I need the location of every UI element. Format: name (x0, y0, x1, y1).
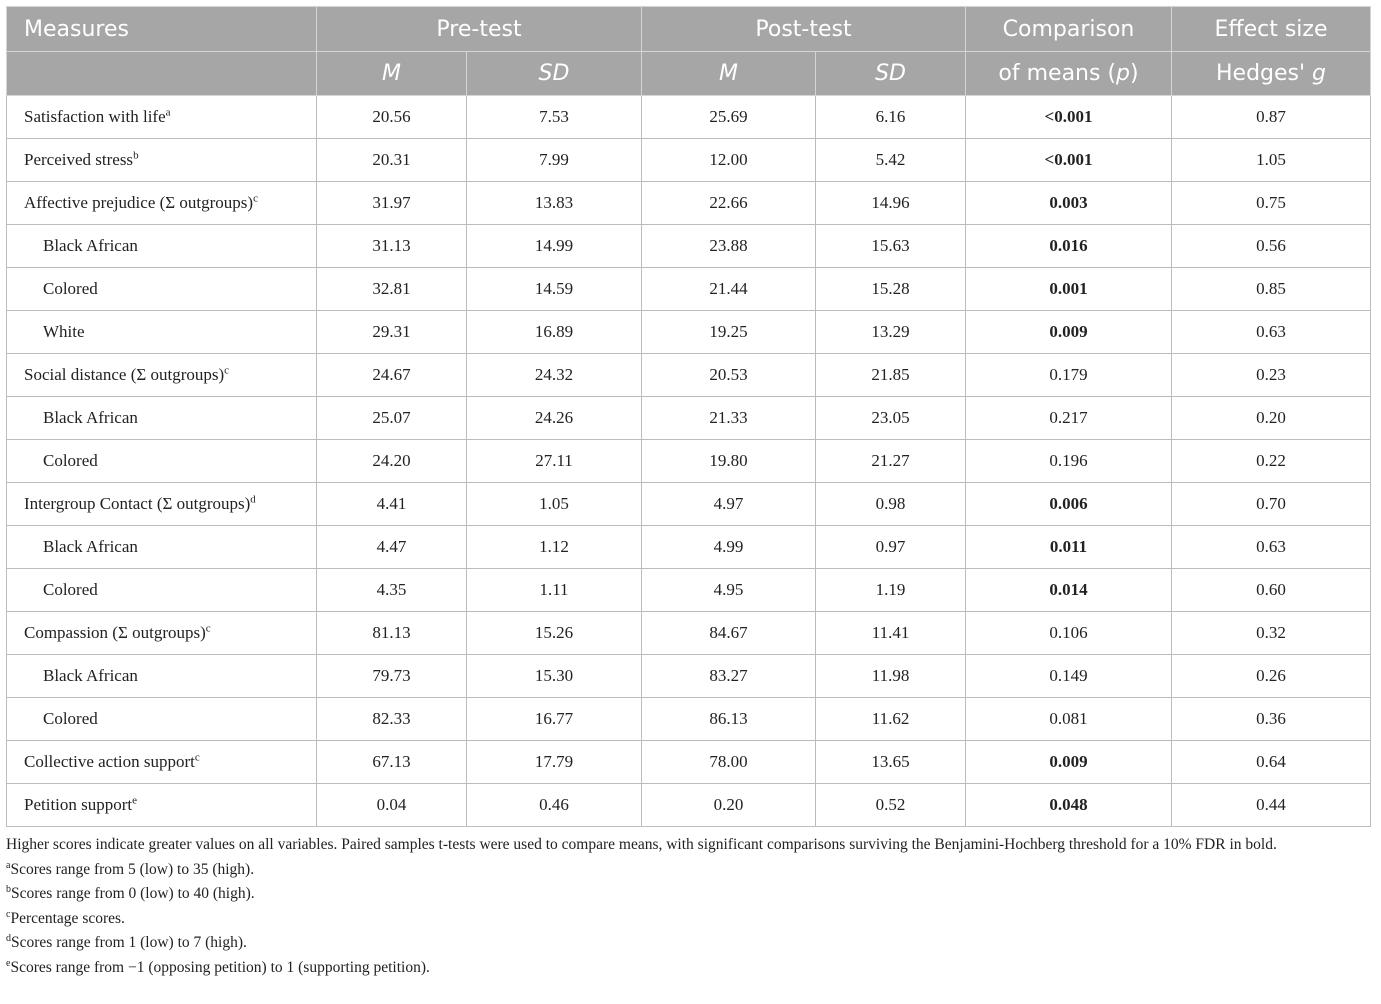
post-sd-cell: 0.52 (816, 784, 966, 827)
pre-sd-cell: 7.53 (467, 96, 642, 139)
header-measures-blank (7, 52, 317, 96)
hedges-g-cell: 0.75 (1172, 182, 1371, 225)
results-table (6, 6, 1371, 827)
p-value-cell: <0.001 (966, 96, 1172, 139)
pre-m-cell: 31.13 (317, 225, 467, 268)
p-value-cell: 0.016 (966, 225, 1172, 268)
post-sd-cell: 23.05 (816, 397, 966, 440)
post-m-cell: 83.27 (642, 655, 816, 698)
pre-sd-cell: 15.30 (467, 655, 642, 698)
pre-m-cell: 29.31 (317, 311, 467, 354)
post-m-cell: 19.25 (642, 311, 816, 354)
pre-sd-cell: 14.99 (467, 225, 642, 268)
header-pre-m: M (317, 52, 467, 96)
table-row (7, 741, 1371, 784)
table-row (7, 526, 1371, 569)
pre-m-cell: 4.47 (317, 526, 467, 569)
table-row (7, 569, 1371, 612)
row-label: Black African (7, 397, 317, 440)
footnote-marker: b (133, 149, 139, 162)
post-sd-cell: 13.65 (816, 741, 966, 784)
pre-m-cell: 20.56 (317, 96, 467, 139)
p-value-cell: <0.001 (966, 139, 1172, 182)
table-row (7, 354, 1371, 397)
pre-sd-cell: 17.79 (467, 741, 642, 784)
table-row (7, 311, 1371, 354)
table-row (7, 612, 1371, 655)
row-label: Black African (7, 225, 317, 268)
post-m-cell: 22.66 (642, 182, 816, 225)
pre-m-cell: 32.81 (317, 268, 467, 311)
table-note-main: Higher scores indicate greater values on all variables. Paired samples t-tests were used to compare means, with significant comparisons surviving the Benjamini-Hochberg threshold for a 10% FDR in bold. (6, 836, 1277, 853)
post-m-cell: 4.95 (642, 569, 816, 612)
hedges-g-cell: 0.23 (1172, 354, 1371, 397)
footnote-marker: c (224, 364, 230, 377)
p-value-cell: 0.217 (966, 397, 1172, 440)
row-label: Intergroup Contact (Σ outgroups)$^d$ (7, 483, 317, 526)
header-comparison: Comparison (966, 7, 1172, 52)
pre-m-cell: 4.41 (317, 483, 467, 526)
pre-sd-cell: 16.89 (467, 311, 642, 354)
post-sd-cell: 15.28 (816, 268, 966, 311)
p-value-cell: 0.106 (966, 612, 1172, 655)
header-measures: Measures (7, 7, 317, 52)
post-sd-cell: 11.41 (816, 612, 966, 655)
post-sd-cell: 14.96 (816, 182, 966, 225)
hedges-g-cell: 0.56 (1172, 225, 1371, 268)
table-body (7, 96, 1371, 827)
pre-sd-cell: 1.05 (467, 483, 642, 526)
row-label: Colored (7, 569, 317, 612)
pre-m-cell: 0.04 (317, 784, 467, 827)
table-row (7, 784, 1371, 827)
hedges-g-cell: 0.44 (1172, 784, 1371, 827)
post-m-cell: 84.67 (642, 612, 816, 655)
results-table-container (6, 6, 1370, 980)
footnote: $^c$Percentage scores. (6, 908, 125, 927)
row-label: Affective prejudice (Σ outgroups)$^c$ (7, 182, 317, 225)
pre-m-cell: 67.13 (317, 741, 467, 784)
footnote-marker: c (253, 192, 258, 205)
table-row (7, 440, 1371, 483)
pre-sd-cell: 16.77 (467, 698, 642, 741)
pre-sd-cell: 24.32 (467, 354, 642, 397)
table-notes (6, 833, 1370, 980)
p-value-cell: 0.196 (966, 440, 1172, 483)
row-label: Collective action support$^c$ (7, 741, 317, 784)
hedges-g-cell: 0.32 (1172, 612, 1371, 655)
table-row (7, 698, 1371, 741)
post-m-cell: 20.53 (642, 354, 816, 397)
row-label: Satisfaction with life$^a$ (7, 96, 317, 139)
pre-sd-cell: 24.26 (467, 397, 642, 440)
p-value-cell: 0.179 (966, 354, 1172, 397)
row-label: White (7, 311, 317, 354)
header-posttest: Post-test (642, 7, 966, 52)
footnote: $^e$Scores range from −1 (opposing petition) to 1 (supporting petition). (6, 957, 430, 976)
table-row (7, 483, 1371, 526)
pre-m-cell: 4.35 (317, 569, 467, 612)
p-value-cell: 0.003 (966, 182, 1172, 225)
row-label: Colored (7, 268, 317, 311)
footnote-marker: c (194, 751, 200, 764)
post-m-cell: 23.88 (642, 225, 816, 268)
post-m-cell: 19.80 (642, 440, 816, 483)
p-value-cell: 0.001 (966, 268, 1172, 311)
p-value-cell: 0.006 (966, 483, 1172, 526)
hedges-g-cell: 0.70 (1172, 483, 1371, 526)
hedges-g-cell: 0.26 (1172, 655, 1371, 698)
post-sd-cell: 21.85 (816, 354, 966, 397)
header-post-sd: SD (816, 52, 966, 96)
table-row (7, 397, 1371, 440)
pre-sd-cell: 1.12 (467, 526, 642, 569)
post-sd-cell: 5.42 (816, 139, 966, 182)
pre-sd-cell: 14.59 (467, 268, 642, 311)
post-sd-cell: 0.98 (816, 483, 966, 526)
post-m-cell: 25.69 (642, 96, 816, 139)
header-pretest: Pre-test (317, 7, 642, 52)
row-label: Black African (7, 655, 317, 698)
row-label: Petition support$^e$ (7, 784, 317, 827)
table-row (7, 655, 1371, 698)
pre-sd-cell: 7.99 (467, 139, 642, 182)
p-value-cell: 0.149 (966, 655, 1172, 698)
post-sd-cell: 15.63 (816, 225, 966, 268)
pre-m-cell: 20.31 (317, 139, 467, 182)
row-label: Compassion (Σ outgroups)$^c$ (7, 612, 317, 655)
p-value-cell: 0.009 (966, 741, 1172, 784)
hedges-g-cell: 0.22 (1172, 440, 1371, 483)
post-sd-cell: 13.29 (816, 311, 966, 354)
post-m-cell: 86.13 (642, 698, 816, 741)
row-label: Black African (7, 526, 317, 569)
pre-m-cell: 24.67 (317, 354, 467, 397)
pre-sd-cell: 15.26 (467, 612, 642, 655)
row-label: Colored (7, 698, 317, 741)
pre-m-cell: 31.97 (317, 182, 467, 225)
table-row (7, 268, 1371, 311)
post-sd-cell: 6.16 (816, 96, 966, 139)
hedges-g-cell: 0.63 (1172, 311, 1371, 354)
hedges-g-cell: 0.87 (1172, 96, 1371, 139)
post-sd-cell: 0.97 (816, 526, 966, 569)
footnote-marker: d (250, 493, 256, 506)
p-value-cell: 0.009 (966, 311, 1172, 354)
post-m-cell: 78.00 (642, 741, 816, 784)
hedges-g-cell: 1.05 (1172, 139, 1371, 182)
pre-sd-cell: 27.11 (467, 440, 642, 483)
footnote: $^b$Scores range from 0 (low) to 40 (high). (6, 883, 255, 902)
footnote-list (6, 858, 1370, 981)
hedges-g-cell: 0.36 (1172, 698, 1371, 741)
footnote-marker: c (205, 622, 211, 635)
post-sd-cell: 21.27 (816, 440, 966, 483)
post-m-cell: 21.33 (642, 397, 816, 440)
post-m-cell: 12.00 (642, 139, 816, 182)
p-value-cell: 0.014 (966, 569, 1172, 612)
footnote-marker: e (132, 794, 138, 807)
hedges-g-cell: 0.20 (1172, 397, 1371, 440)
table-row (7, 225, 1371, 268)
pre-m-cell: 82.33 (317, 698, 467, 741)
post-m-cell: 21.44 (642, 268, 816, 311)
header-hedges-g: Hedges' g (1172, 52, 1371, 96)
table-row (7, 96, 1371, 139)
post-m-cell: 4.97 (642, 483, 816, 526)
header-effect-size: Effect size (1172, 7, 1371, 52)
hedges-g-cell: 0.60 (1172, 569, 1371, 612)
footnote: $^a$Scores range from 5 (low) to 35 (high). (6, 859, 255, 878)
pre-sd-cell: 1.11 (467, 569, 642, 612)
footnote-marker: a (165, 106, 171, 119)
footnote: $^d$Scores range from 1 (low) to 7 (high). (6, 932, 247, 951)
row-label: Perceived stress$^b$ (7, 139, 317, 182)
post-m-cell: 4.99 (642, 526, 816, 569)
table-row (7, 139, 1371, 182)
row-label: Social distance (Σ outgroups)$^c$ (7, 354, 317, 397)
pre-m-cell: 24.20 (317, 440, 467, 483)
header-post-m: M (642, 52, 816, 96)
header-pre-sd: SD (467, 52, 642, 96)
p-value-cell: 0.048 (966, 784, 1172, 827)
post-sd-cell: 11.62 (816, 698, 966, 741)
row-label: Colored (7, 440, 317, 483)
header-comparison-of-means: of means (p) (966, 52, 1172, 96)
table-row (7, 182, 1371, 225)
p-value-cell: 0.081 (966, 698, 1172, 741)
hedges-g-cell: 0.64 (1172, 741, 1371, 784)
post-sd-cell: 1.19 (816, 569, 966, 612)
pre-m-cell: 81.13 (317, 612, 467, 655)
post-sd-cell: 11.98 (816, 655, 966, 698)
pre-m-cell: 25.07 (317, 397, 467, 440)
table-header (7, 7, 1371, 96)
pre-m-cell: 79.73 (317, 655, 467, 698)
pre-sd-cell: 13.83 (467, 182, 642, 225)
pre-sd-cell: 0.46 (467, 784, 642, 827)
hedges-g-cell: 0.63 (1172, 526, 1371, 569)
hedges-g-cell: 0.85 (1172, 268, 1371, 311)
p-value-cell: 0.011 (966, 526, 1172, 569)
post-m-cell: 0.20 (642, 784, 816, 827)
